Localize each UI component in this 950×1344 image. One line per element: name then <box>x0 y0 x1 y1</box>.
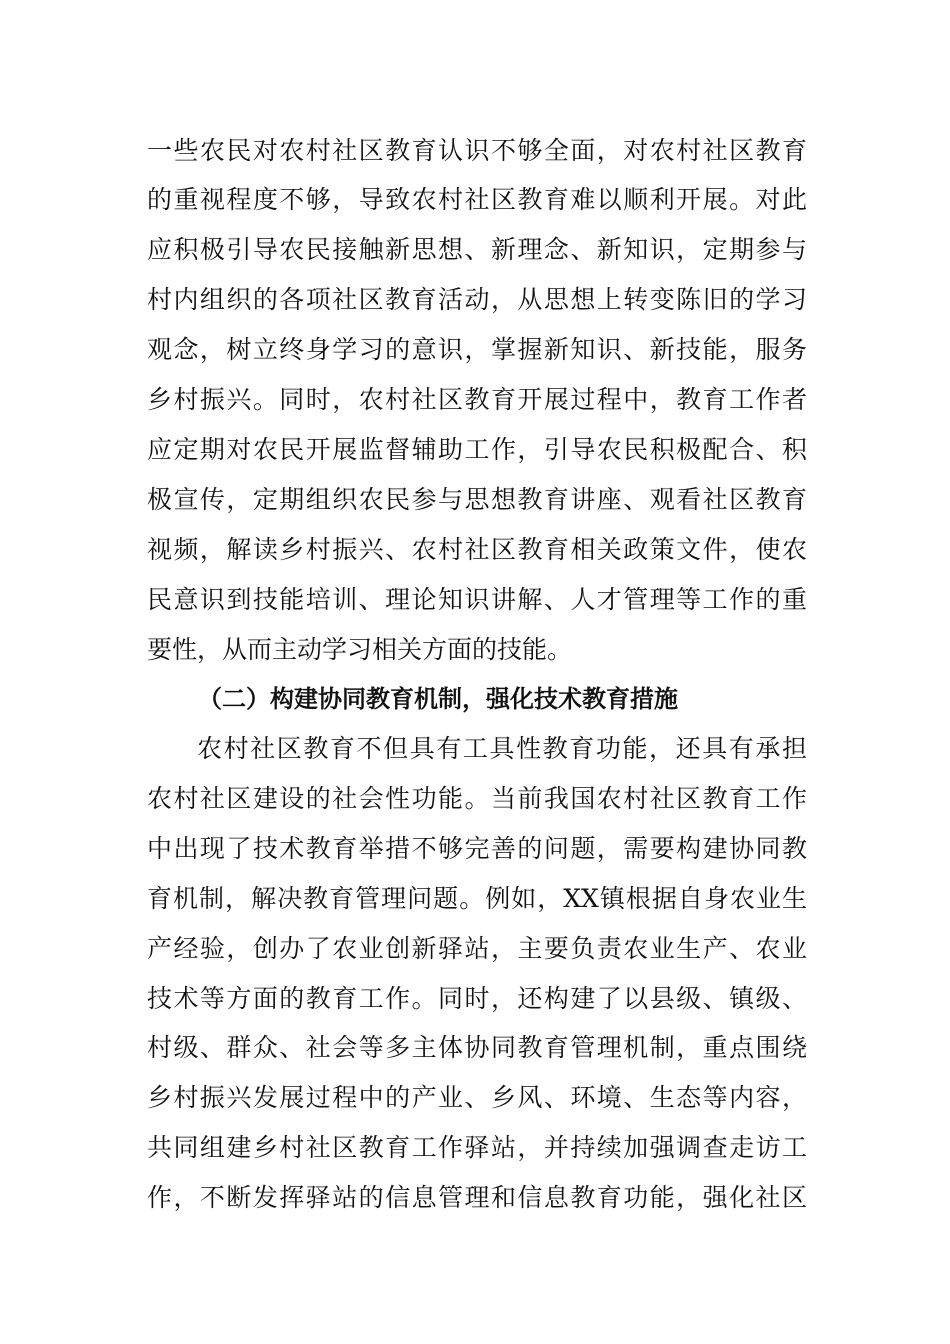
paragraph-2-line-2: 农村社区建设的社会性功能。当前我国农村社区教育工作 <box>147 784 807 813</box>
paragraph-2-line-4: 育机制，解决教育管理问题。例如，XX镇根据自身农业生 <box>147 884 807 913</box>
paragraph-1-line-3: 应积极引导农民接触新思想、新理念、新知识，定期参与 <box>147 235 807 264</box>
paragraph-1-line-2: 的重视程度不够，导致农村社区教育难以顺利开展。对此 <box>147 185 807 214</box>
paragraph-1-line-4: 村内组织的各项社区教育活动，从思想上转变陈旧的学习 <box>147 285 807 314</box>
paragraph-1-line-10: 民意识到技能培训、理论知识讲解、人才管理等工作的重 <box>147 585 807 614</box>
paragraph-1-line-11: 要性，从而主动学习相关方面的技能。 <box>147 635 573 664</box>
paragraph-2-line-5: 产经验，创办了农业创新驿站，主要负责农业生产、农业 <box>147 934 807 963</box>
paragraph-1-line-8: 极宣传，定期组织农民参与思想教育讲座、观看社区教育 <box>147 485 807 514</box>
paragraph-2-line-6: 技术等方面的教育工作。同时，还构建了以县级、镇级、 <box>147 984 807 1013</box>
paragraph-2-line-3: 中出现了技术教育举措不够完善的问题，需要构建协同教 <box>147 834 807 863</box>
paragraph-1-line-5: 观念，树立终身学习的意识，掌握新知识、新技能，服务 <box>147 335 807 364</box>
paragraph-1-line-9: 视频，解读乡村振兴、农村社区教育相关政策文件，使农 <box>147 535 807 564</box>
section-heading: （二）构建协同教育机制，强化技术教育措施 <box>198 685 678 713</box>
paragraph-2-line-9: 共同组建乡村社区教育工作驿站，并持续加强调查走访工 <box>147 1133 807 1162</box>
paragraph-1-line-1: 一些农民对农村社区教育认识不够全面，对农村社区教育 <box>147 136 807 165</box>
paragraph-2-line-7: 村级、群众、社会等多主体协同教育管理机制，重点围绕 <box>147 1033 807 1062</box>
paragraph-1-line-7: 应定期对农民开展监督辅助工作，引导农民积极配合、积 <box>147 435 807 464</box>
paragraph-2-line-8: 乡村振兴发展过程中的产业、乡风、环境、生态等内容， <box>147 1083 807 1112</box>
paragraph-1-line-6: 乡村振兴。同时，农村社区教育开展过程中，教育工作者 <box>147 385 807 414</box>
paragraph-2-line-10: 作，不断发挥驿站的信息管理和信息教育功能，强化社区 <box>147 1183 807 1212</box>
paragraph-2-line-1: 农村社区教育不但具有工具性教育功能，还具有承担 <box>197 734 807 763</box>
